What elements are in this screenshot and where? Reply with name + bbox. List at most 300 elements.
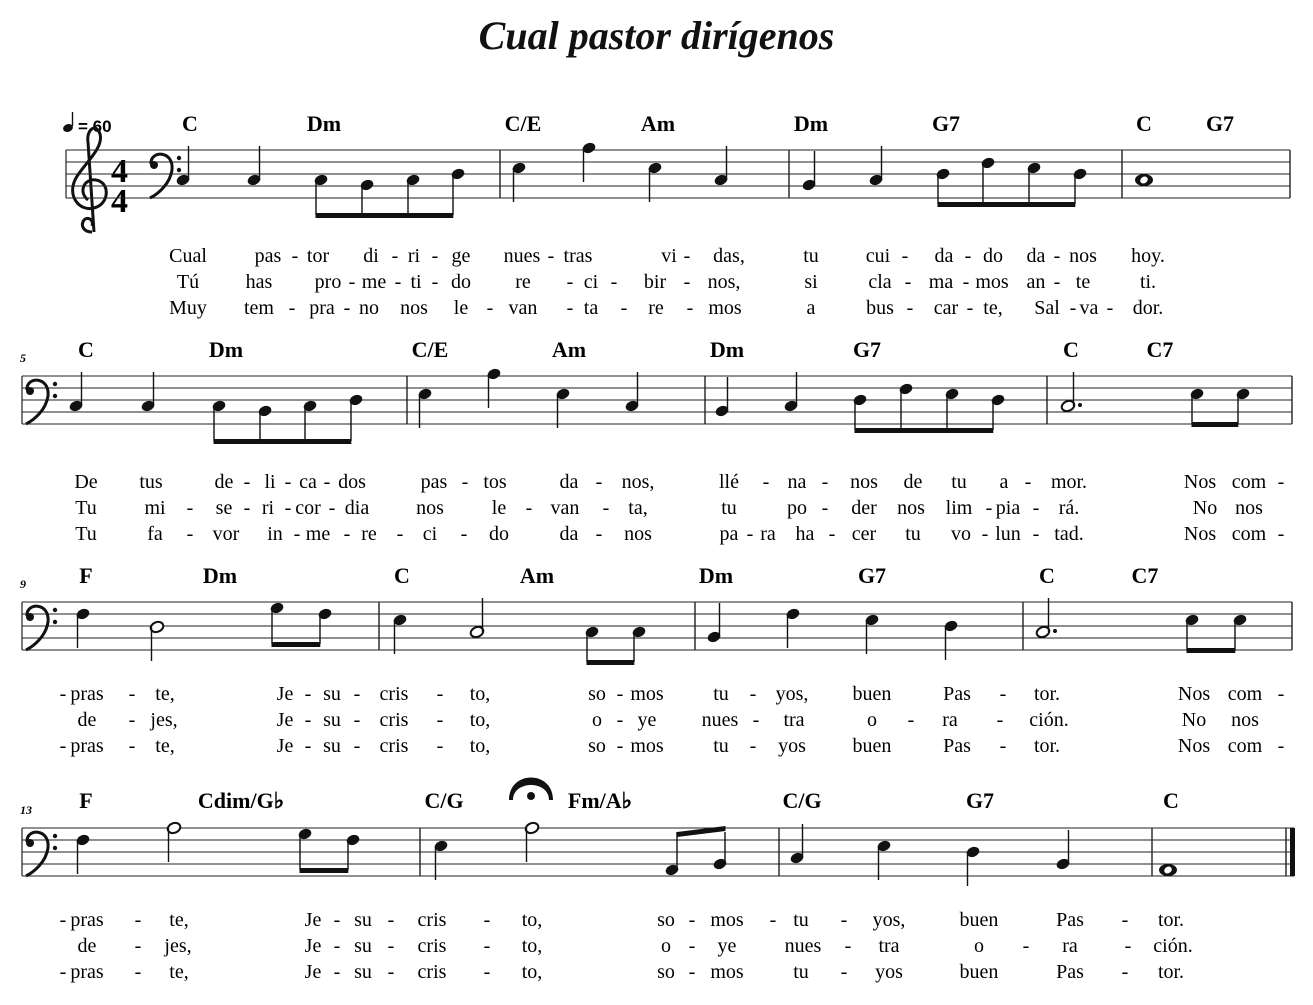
note bbox=[246, 146, 262, 187]
lyric-syllable: tor. bbox=[1033, 683, 1061, 705]
lyric-syllable: le bbox=[453, 297, 469, 319]
lyric-syllable: - bbox=[59, 735, 67, 757]
note bbox=[1135, 174, 1153, 186]
lyric-syllable: der bbox=[851, 497, 877, 519]
lyric-syllable: - bbox=[460, 523, 468, 545]
lyric-syllable: Cual bbox=[169, 245, 207, 267]
lyric-syllable: mor. bbox=[1050, 471, 1088, 493]
lyric-syllable: to, bbox=[521, 935, 543, 957]
lyric-syllable: ra bbox=[760, 523, 776, 545]
beam bbox=[272, 642, 321, 647]
lyric-syllable: - bbox=[431, 271, 439, 293]
lyric-syllable: buen bbox=[852, 683, 892, 705]
lyric-syllable: mos bbox=[630, 735, 664, 757]
note bbox=[433, 839, 449, 880]
lyric-syllable: ra bbox=[942, 709, 958, 731]
lyric-syllable: ye bbox=[637, 709, 657, 731]
lyric-syllable: di bbox=[363, 245, 379, 267]
chord-symbol: C bbox=[394, 563, 410, 588]
lyric-syllable: fa bbox=[147, 523, 163, 545]
lyric-syllable: le bbox=[491, 497, 507, 519]
page-title: Cual pastor dirígenos bbox=[478, 13, 835, 58]
lyric-syllable: - bbox=[749, 735, 757, 757]
lyric-syllable: pas bbox=[254, 245, 282, 267]
lyric-syllable: - bbox=[769, 909, 777, 931]
note bbox=[75, 833, 91, 874]
lyric-syllable: pas bbox=[420, 471, 448, 493]
lyric-syllable: - bbox=[304, 683, 312, 705]
lyric-syllable: - bbox=[186, 523, 194, 545]
lyric-syllable: - bbox=[431, 245, 439, 267]
lyric-syllable: so bbox=[657, 961, 675, 983]
chord-symbol: Dm bbox=[208, 337, 244, 362]
lyric-syllable: - bbox=[906, 297, 914, 319]
note bbox=[876, 839, 892, 880]
lyric-syllable: va bbox=[1079, 297, 1099, 319]
lyric-syllable: pras bbox=[70, 961, 104, 983]
lyric-syllable: do bbox=[489, 523, 509, 545]
lyric-syllable: - bbox=[436, 709, 444, 731]
lyric-syllable: Je bbox=[276, 709, 294, 731]
lyric-line bbox=[60, 735, 1285, 757]
lyric-syllable: van bbox=[508, 297, 538, 319]
lyric-syllable: - bbox=[243, 471, 251, 493]
lyric-syllable: das, bbox=[713, 245, 745, 267]
measure-number: 9 bbox=[20, 577, 26, 591]
note bbox=[68, 372, 84, 413]
lyric-syllable: dos bbox=[338, 471, 366, 493]
lyric-syllable: da bbox=[559, 471, 579, 493]
lyric-syllable: tu bbox=[905, 523, 921, 545]
lyric-syllable: mos bbox=[708, 297, 742, 319]
beam bbox=[300, 868, 349, 873]
lyric-syllable: - bbox=[999, 735, 1007, 757]
lyric-syllable: Je bbox=[304, 961, 322, 983]
lyric-syllable: - bbox=[353, 709, 361, 731]
treble-clef bbox=[73, 128, 107, 232]
lyric-syllable: - bbox=[486, 297, 494, 319]
lyric-syllable: - bbox=[1069, 297, 1077, 319]
lyric-syllable: - bbox=[616, 735, 624, 757]
note bbox=[1159, 864, 1177, 876]
lyric-syllable: ha bbox=[795, 523, 815, 545]
lyric-syllable: mos bbox=[710, 909, 744, 931]
lyric-line bbox=[78, 935, 1193, 957]
lyric-syllable: - bbox=[547, 245, 555, 267]
lyric-syllable: Je bbox=[304, 909, 322, 931]
lyric-syllable: de bbox=[214, 471, 234, 493]
lyric-syllable: tu bbox=[951, 471, 967, 493]
lyric-line bbox=[75, 523, 1284, 545]
note bbox=[75, 607, 91, 648]
lyric-syllable: da bbox=[559, 523, 579, 545]
lyric-syllable: bir bbox=[643, 271, 667, 293]
lyric-syllable: tra bbox=[783, 709, 805, 731]
lyric-syllable: - bbox=[291, 245, 299, 267]
lyric-syllable: tu bbox=[713, 683, 729, 705]
lyric-syllable: a bbox=[806, 297, 816, 319]
note bbox=[1060, 372, 1082, 413]
chord-symbol: Am bbox=[519, 563, 555, 588]
lyric-syllable: com bbox=[1227, 683, 1263, 705]
chord-symbol: G7 bbox=[1205, 111, 1235, 136]
lyric-syllable: - bbox=[901, 245, 909, 267]
lyric-syllable: van bbox=[550, 497, 580, 519]
lyric-syllable: nos bbox=[624, 523, 652, 545]
lyric-syllable: nos bbox=[850, 471, 878, 493]
lyric-syllable: - bbox=[128, 683, 136, 705]
chord-symbol: Fm/A♭ bbox=[567, 788, 633, 813]
lyric-syllable: - bbox=[1053, 245, 1061, 267]
chord-symbol: C bbox=[1163, 788, 1179, 813]
lyric-syllable: cris bbox=[417, 935, 447, 957]
chord-symbol: G7 bbox=[857, 563, 887, 588]
lyric-syllable: - bbox=[293, 523, 301, 545]
note bbox=[1035, 598, 1057, 639]
lyric-syllable: - bbox=[333, 909, 341, 931]
staff-system bbox=[20, 788, 1295, 983]
chord-symbol: F bbox=[79, 788, 93, 813]
measure-number: 13 bbox=[20, 803, 32, 817]
lyric-syllable: - bbox=[1032, 497, 1040, 519]
lyric-syllable: mos bbox=[630, 683, 664, 705]
lyric-syllable: me bbox=[361, 271, 387, 293]
lyric-syllable: da bbox=[1026, 245, 1046, 267]
lyric-syllable: - bbox=[616, 709, 624, 731]
lyric-syllable: - bbox=[323, 471, 331, 493]
lyric-line bbox=[169, 245, 1165, 267]
lyric-syllable: cla bbox=[868, 271, 892, 293]
lyric-syllable: - bbox=[616, 683, 624, 705]
beam bbox=[214, 439, 352, 444]
lyric-syllable: tu bbox=[713, 735, 729, 757]
lyric-syllable: nos bbox=[416, 497, 444, 519]
lyric-syllable: Nos bbox=[1177, 683, 1211, 705]
lyric-syllable: nos bbox=[1069, 245, 1097, 267]
chord-symbol: C bbox=[78, 337, 94, 362]
lyric-syllable: pras bbox=[70, 683, 104, 705]
final-barline-thick bbox=[1290, 828, 1295, 876]
lyric-syllable: Pas bbox=[1056, 961, 1084, 983]
lyric-syllable: in bbox=[267, 523, 283, 545]
lyric-syllable: do bbox=[451, 271, 471, 293]
note bbox=[647, 161, 663, 202]
note bbox=[166, 821, 182, 862]
lyric-syllable: ra bbox=[1062, 935, 1078, 957]
lyric-syllable: Nos bbox=[1183, 523, 1217, 545]
note bbox=[801, 151, 817, 192]
lyric-syllable: - bbox=[1277, 735, 1285, 757]
lyric-syllable: - bbox=[996, 709, 1004, 731]
lyric-syllable: - bbox=[59, 909, 67, 931]
lyric-syllable: jes, bbox=[164, 935, 192, 957]
lyric-syllable: - bbox=[483, 935, 491, 957]
lyric-syllable: te bbox=[1075, 271, 1091, 293]
lyric-syllable: nos, bbox=[707, 271, 741, 293]
lyric-syllable: - bbox=[1032, 523, 1040, 545]
lyric-syllable: - bbox=[1277, 683, 1285, 705]
lyric-syllable: tra bbox=[878, 935, 900, 957]
lyric-syllable: do bbox=[983, 245, 1003, 267]
lyric-syllable: me bbox=[305, 523, 331, 545]
chord-symbol: Dm bbox=[202, 563, 238, 588]
fermata-icon bbox=[509, 778, 553, 801]
lyric-syllable: - bbox=[821, 471, 829, 493]
lyric-syllable: - bbox=[1121, 961, 1129, 983]
chord-symbol: C bbox=[1063, 337, 1079, 362]
lyric-syllable: - bbox=[828, 523, 836, 545]
lyric-syllable: - bbox=[461, 471, 469, 493]
lyric-syllable: - bbox=[394, 271, 402, 293]
lyric-syllable: cris bbox=[379, 683, 409, 705]
lyric-syllable: hoy. bbox=[1131, 245, 1165, 267]
lyric-syllable: nos bbox=[1231, 709, 1259, 731]
lyric-syllable: de bbox=[77, 709, 97, 731]
lyric-syllable: Je bbox=[304, 935, 322, 957]
lyric-syllable: Sal bbox=[1034, 297, 1060, 319]
lyric-syllable: si bbox=[804, 271, 818, 293]
lyric-syllable: - bbox=[1053, 271, 1061, 293]
lyric-syllable: bus bbox=[866, 297, 894, 319]
lyric-syllable: - bbox=[981, 523, 989, 545]
chord-symbol: G7 bbox=[965, 788, 995, 813]
note bbox=[469, 598, 485, 639]
lyric-syllable: tu bbox=[721, 497, 737, 519]
lyric-syllable: yos bbox=[875, 961, 903, 983]
lyric-syllable: pras bbox=[70, 735, 104, 757]
lyric-syllable: ci bbox=[583, 271, 599, 293]
tempo-text: = 60 bbox=[78, 117, 112, 136]
lyric-syllable: - bbox=[436, 735, 444, 757]
chord-symbol: C bbox=[1136, 111, 1152, 136]
chord-symbol: Dm bbox=[306, 111, 342, 136]
note bbox=[714, 377, 730, 418]
lyric-syllable: Je bbox=[276, 683, 294, 705]
lyric-syllable: - bbox=[525, 497, 533, 519]
lyric-syllable: cor bbox=[295, 497, 321, 519]
lyric-syllable: - bbox=[483, 909, 491, 931]
lyric-syllable: cris bbox=[417, 909, 447, 931]
note bbox=[524, 821, 540, 862]
lyric-syllable: - bbox=[688, 909, 696, 931]
staff-system bbox=[20, 563, 1292, 757]
chord-symbol: Dm bbox=[793, 111, 829, 136]
lyric-syllable: - bbox=[985, 497, 993, 519]
chord-symbol: C bbox=[182, 111, 198, 136]
lyric-syllable: o bbox=[974, 935, 984, 957]
lyric-syllable: so bbox=[588, 683, 606, 705]
lyric-syllable: - bbox=[134, 935, 142, 957]
lyric-syllable: su bbox=[323, 709, 341, 731]
lyric-syllable: ma bbox=[928, 271, 954, 293]
lyric-syllable: a bbox=[999, 471, 1009, 493]
lyric-syllable: to, bbox=[521, 961, 543, 983]
lyric-syllable: buen bbox=[852, 735, 892, 757]
lyric-syllable: pia bbox=[995, 497, 1021, 519]
chord-symbol: Dm bbox=[709, 337, 745, 362]
lyric-syllable: ta, bbox=[628, 497, 648, 519]
lyric-syllable: - bbox=[483, 961, 491, 983]
lyric-syllable: tos bbox=[483, 471, 507, 493]
note bbox=[868, 146, 884, 187]
lyric-syllable: com bbox=[1231, 523, 1267, 545]
lyric-syllable: tu bbox=[803, 245, 819, 267]
beam bbox=[587, 660, 635, 665]
lyric-syllable: re bbox=[515, 271, 531, 293]
lyric-syllable: ta bbox=[583, 297, 599, 319]
lyric-syllable: Pas bbox=[943, 683, 971, 705]
lyric-syllable: vi bbox=[661, 245, 677, 267]
bass-clef-icon bbox=[26, 832, 57, 876]
beam bbox=[1187, 648, 1236, 653]
lyric-syllable: has bbox=[245, 271, 273, 293]
note bbox=[392, 613, 408, 654]
lyric-syllable: - bbox=[752, 709, 760, 731]
lyric-syllable: - bbox=[904, 271, 912, 293]
lyric-syllable: tu bbox=[793, 961, 809, 983]
lyric-syllable: te, bbox=[983, 297, 1003, 319]
lyric-syllable: - bbox=[186, 497, 194, 519]
lyric-line bbox=[60, 909, 1184, 931]
beam bbox=[855, 428, 994, 433]
chord-symbol: Am bbox=[640, 111, 676, 136]
lyric-syllable: tem bbox=[244, 297, 274, 319]
lyric-syllable: re bbox=[361, 523, 377, 545]
lyric-syllable: cris bbox=[379, 735, 409, 757]
lyric-syllable: - bbox=[391, 245, 399, 267]
lyric-syllable: - bbox=[304, 735, 312, 757]
note bbox=[789, 824, 805, 865]
lyric-syllable: Je bbox=[276, 735, 294, 757]
lyric-syllable: - bbox=[387, 909, 395, 931]
lyric-syllable: No bbox=[1192, 497, 1218, 519]
staff-system bbox=[66, 111, 1290, 319]
lyric-syllable: - bbox=[595, 523, 603, 545]
note bbox=[785, 607, 801, 648]
lyric-syllable: - bbox=[387, 961, 395, 983]
lyric-syllable: - bbox=[1277, 523, 1285, 545]
lyric-syllable: buen bbox=[959, 909, 999, 931]
note bbox=[511, 161, 527, 202]
chord-symbol: C/G bbox=[782, 788, 822, 813]
lyric-syllable: buen bbox=[959, 961, 999, 983]
tempo-marking bbox=[62, 112, 112, 136]
lyric-syllable: - bbox=[396, 523, 404, 545]
note bbox=[555, 387, 571, 428]
lyric-syllable: o bbox=[592, 709, 602, 731]
chord-symbol: F bbox=[79, 563, 93, 588]
lyric-syllable: so bbox=[588, 735, 606, 757]
lyric-syllable: yos bbox=[778, 735, 806, 757]
lyric-syllable: llé bbox=[719, 471, 739, 493]
lyric-syllable: Nos bbox=[1177, 735, 1211, 757]
lyric-syllable: o bbox=[867, 709, 877, 731]
lyric-syllable: - bbox=[243, 497, 251, 519]
lyric-syllable: com bbox=[1227, 735, 1263, 757]
lyric-syllable: mos bbox=[710, 961, 744, 983]
lyric-syllable: tus bbox=[139, 471, 163, 493]
lyric-syllable: nos bbox=[400, 297, 428, 319]
lyric-syllable: de bbox=[903, 471, 923, 493]
lyric-syllable: - bbox=[284, 471, 292, 493]
note bbox=[140, 372, 156, 413]
lyric-syllable: to, bbox=[469, 735, 491, 757]
lyric-line bbox=[75, 497, 1263, 519]
lyric-syllable: su bbox=[354, 935, 372, 957]
lyric-syllable: tor bbox=[306, 245, 330, 267]
note bbox=[965, 845, 981, 886]
lyric-syllable: te, bbox=[169, 909, 189, 931]
lyric-syllable: mos bbox=[975, 271, 1009, 293]
lyric-syllable: su bbox=[354, 909, 372, 931]
lyric-syllable: - bbox=[328, 497, 336, 519]
lyric-syllable: De bbox=[74, 471, 98, 493]
chord-symbol: C/E bbox=[411, 337, 449, 362]
lyric-syllable: no bbox=[359, 297, 379, 319]
lyric-syllable: - bbox=[566, 271, 574, 293]
chord-symbol: G7 bbox=[931, 111, 961, 136]
lyric-syllable: - bbox=[59, 961, 67, 983]
lyric-syllable: - bbox=[387, 935, 395, 957]
lyric-syllable: yos, bbox=[775, 683, 809, 705]
bass-clef-icon bbox=[26, 606, 57, 650]
lyric-syllable: lim bbox=[945, 497, 973, 519]
lyric-syllable: cris bbox=[417, 961, 447, 983]
lyric-syllable: te, bbox=[155, 735, 175, 757]
lyric-syllable: - bbox=[1024, 471, 1032, 493]
lyric-syllable: - bbox=[620, 297, 628, 319]
lyric-syllable: - bbox=[962, 271, 970, 293]
lyric-syllable: - bbox=[683, 271, 691, 293]
lyric-syllable: ri bbox=[261, 497, 275, 519]
lyric-syllable: ti bbox=[410, 271, 422, 293]
lyric-syllable: vo bbox=[951, 523, 971, 545]
lyric-syllable: to, bbox=[521, 909, 543, 931]
note bbox=[624, 372, 640, 413]
lyric-syllable: - bbox=[566, 297, 574, 319]
note bbox=[783, 372, 799, 413]
lyric-syllable: li bbox=[264, 471, 276, 493]
lyric-syllable: su bbox=[354, 961, 372, 983]
lyric-syllable: o bbox=[661, 935, 671, 957]
lyric-syllable: - bbox=[353, 735, 361, 757]
lyric-syllable: Pas bbox=[1056, 909, 1084, 931]
lyric-syllable: na bbox=[787, 471, 807, 493]
lyric-syllable: tor. bbox=[1157, 909, 1185, 931]
note bbox=[943, 619, 959, 660]
lyric-syllable: - bbox=[288, 297, 296, 319]
lyric-syllable: - bbox=[436, 683, 444, 705]
lyric-syllable: te, bbox=[169, 961, 189, 983]
lyric-syllable: - bbox=[683, 245, 691, 267]
chord-symbol: G7 bbox=[852, 337, 882, 362]
lyric-syllable: tras bbox=[563, 245, 593, 267]
lyric-syllable: - bbox=[966, 297, 974, 319]
lyric-syllable: pro bbox=[314, 271, 342, 293]
lyric-syllable: tor. bbox=[1033, 735, 1061, 757]
lyric-syllable: - bbox=[840, 961, 848, 983]
lyric-syllable: - bbox=[844, 935, 852, 957]
lyric-syllable: - bbox=[595, 471, 603, 493]
lyric-syllable: - bbox=[348, 271, 356, 293]
lyric-syllable: Pas bbox=[943, 735, 971, 757]
lyric-syllable: - bbox=[821, 497, 829, 519]
note bbox=[149, 620, 165, 661]
staff-system bbox=[20, 337, 1292, 545]
lyric-syllable: - bbox=[602, 497, 610, 519]
lyric-syllable: Tú bbox=[176, 271, 200, 293]
lyric-syllable: tor. bbox=[1157, 961, 1185, 983]
